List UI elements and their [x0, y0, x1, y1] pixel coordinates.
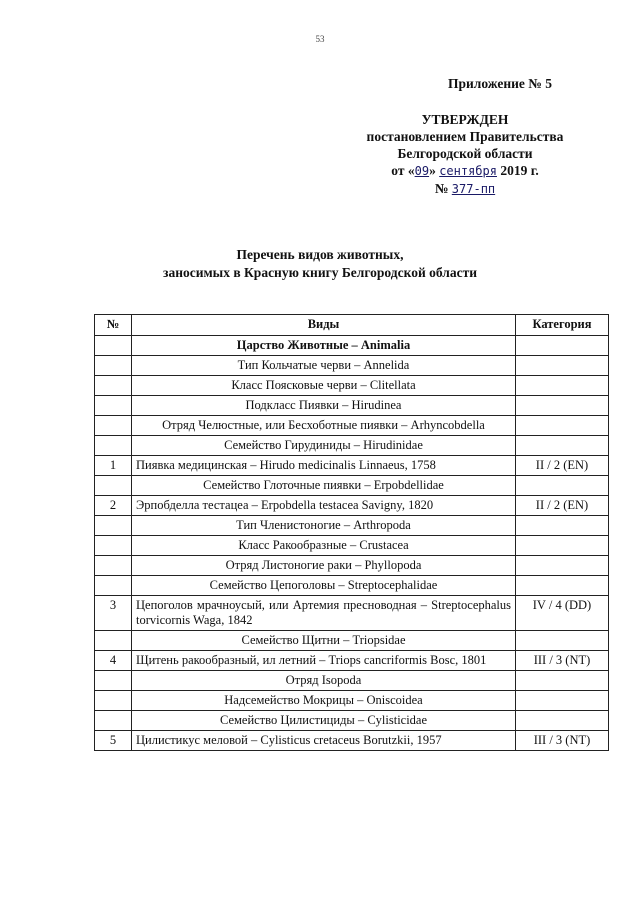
row-category: II / 2 (EN): [516, 496, 609, 516]
table-row: [95, 596, 609, 631]
row-category: [516, 396, 609, 416]
row-number: [95, 476, 132, 496]
row-name: Семейство Глоточные пиявки – Erpobdellidae: [132, 476, 516, 496]
row-category: [516, 376, 609, 396]
date-prefix: от «: [391, 163, 415, 178]
row-number: [95, 376, 132, 396]
species-table: [94, 314, 609, 751]
row-name: Класс Ракообразные – Crustacea: [132, 536, 516, 556]
row-category: III / 3 (NT): [516, 731, 609, 751]
table-row: [95, 496, 609, 516]
row-number: [95, 416, 132, 436]
row-category: II / 2 (EN): [516, 456, 609, 476]
row-category: III / 3 (NT): [516, 651, 609, 671]
table-row: [95, 556, 609, 576]
list-title: [0, 246, 640, 282]
table-row: [95, 456, 609, 476]
row-number: [95, 671, 132, 691]
row-number: [95, 336, 132, 356]
row-number: [95, 536, 132, 556]
table-row: [95, 376, 609, 396]
row-number: [95, 631, 132, 651]
row-number: 3: [95, 596, 132, 631]
row-category: [516, 356, 609, 376]
row-name: Отряд Isopoda: [132, 671, 516, 691]
row-name: Цилистикус меловой – Cylisticus cretaceus Borutzkii, 1957: [132, 731, 516, 751]
row-number: [95, 711, 132, 731]
row-category: [516, 336, 609, 356]
approval-line-2: Белгородской области: [397, 146, 533, 161]
row-category: [516, 576, 609, 596]
table-row: [95, 711, 609, 731]
table-row: [95, 476, 609, 496]
row-number: 5: [95, 731, 132, 751]
table-row: [95, 356, 609, 376]
table-header-row: [95, 315, 609, 336]
row-name: Царство Животные – Animalia: [132, 336, 516, 356]
table-row: [95, 536, 609, 556]
approval-block: [340, 111, 590, 198]
table-row: [95, 671, 609, 691]
row-name: Пиявка медицинская – Hirudo medicinalis Linnaeus, 1758: [132, 456, 516, 476]
appendix-label: Приложение № 5: [448, 76, 552, 91]
list-title-line-1: Перечень видов животных,: [236, 247, 404, 262]
row-number: 1: [95, 456, 132, 476]
table-row: [95, 631, 609, 651]
approval-line-1: постановлением Правительства: [366, 129, 564, 144]
row-category: [516, 631, 609, 651]
row-number: [95, 556, 132, 576]
row-name: Семейство Цепоголовы – Streptocephalidae: [132, 576, 516, 596]
row-category: IV / 4 (DD): [516, 596, 609, 631]
table-row: [95, 651, 609, 671]
row-name: Класс Поясковые черви – Clitellata: [132, 376, 516, 396]
row-name: Цепоголов мрачноусый, или Артемия пресноводная – Streptocephalus torvicornis Waga, 1842: [132, 596, 516, 631]
date-mid: »: [429, 163, 436, 178]
row-category: [516, 476, 609, 496]
row-name: Тип Членистоногие – Arthropoda: [132, 516, 516, 536]
page-number: 53: [315, 34, 325, 44]
row-name: Эрпобделла тестацеа – Erpobdella testacea Savigny, 1820: [132, 496, 516, 516]
row-category: [516, 416, 609, 436]
list-title-line-2: заносимых в Красную книгу Белгородской области: [163, 265, 477, 280]
row-number: [95, 356, 132, 376]
row-category: [516, 711, 609, 731]
column-header-number: №: [95, 315, 132, 336]
row-number: [95, 396, 132, 416]
row-category: [516, 691, 609, 711]
approved-label: УТВЕРЖДЕН: [421, 112, 509, 127]
row-category: [516, 671, 609, 691]
number-prefix: №: [434, 181, 449, 196]
row-name: Подкласс Пиявки – Hirudinea: [132, 396, 516, 416]
approval-date: [340, 162, 590, 180]
table-row: [95, 436, 609, 456]
table-row: [95, 731, 609, 751]
table-row: [95, 396, 609, 416]
table-row: [95, 516, 609, 536]
row-category: [516, 436, 609, 456]
column-header-species: Виды: [132, 315, 516, 336]
row-name: Семейство Цилистициды – Cylisticidae: [132, 711, 516, 731]
row-number: 2: [95, 496, 132, 516]
table-row: [95, 576, 609, 596]
row-number: [95, 576, 132, 596]
row-category: [516, 556, 609, 576]
date-year: 2019 г.: [500, 163, 539, 178]
row-number: [95, 436, 132, 456]
row-name: Отряд Листоногие раки – Phyllopoda: [132, 556, 516, 576]
row-category: [516, 536, 609, 556]
document-number: 377-пп: [451, 182, 496, 196]
date-day: 09: [414, 164, 430, 178]
row-name: Семейство Гирудиниды – Hirudinidae: [132, 436, 516, 456]
row-name: Надсемейство Мокрицы – Oniscoidea: [132, 691, 516, 711]
row-number: 4: [95, 651, 132, 671]
table-row: [95, 336, 609, 356]
row-number: [95, 516, 132, 536]
table-row: [95, 416, 609, 436]
column-header-category: Категория: [516, 315, 609, 336]
row-category: [516, 516, 609, 536]
approval-number: [340, 180, 590, 198]
row-name: Семейство Щитни – Triopsidae: [132, 631, 516, 651]
row-name: Отряд Челюстные, или Бесхоботные пиявки – Arhyncobdella: [132, 416, 516, 436]
row-name: Тип Кольчатые черви – Annelida: [132, 356, 516, 376]
row-number: [95, 691, 132, 711]
table-row: [95, 691, 609, 711]
date-month: сентября: [439, 164, 497, 178]
row-name: Щитень ракообразный, ил летний – Triops cancriformis Bosc, 1801: [132, 651, 516, 671]
